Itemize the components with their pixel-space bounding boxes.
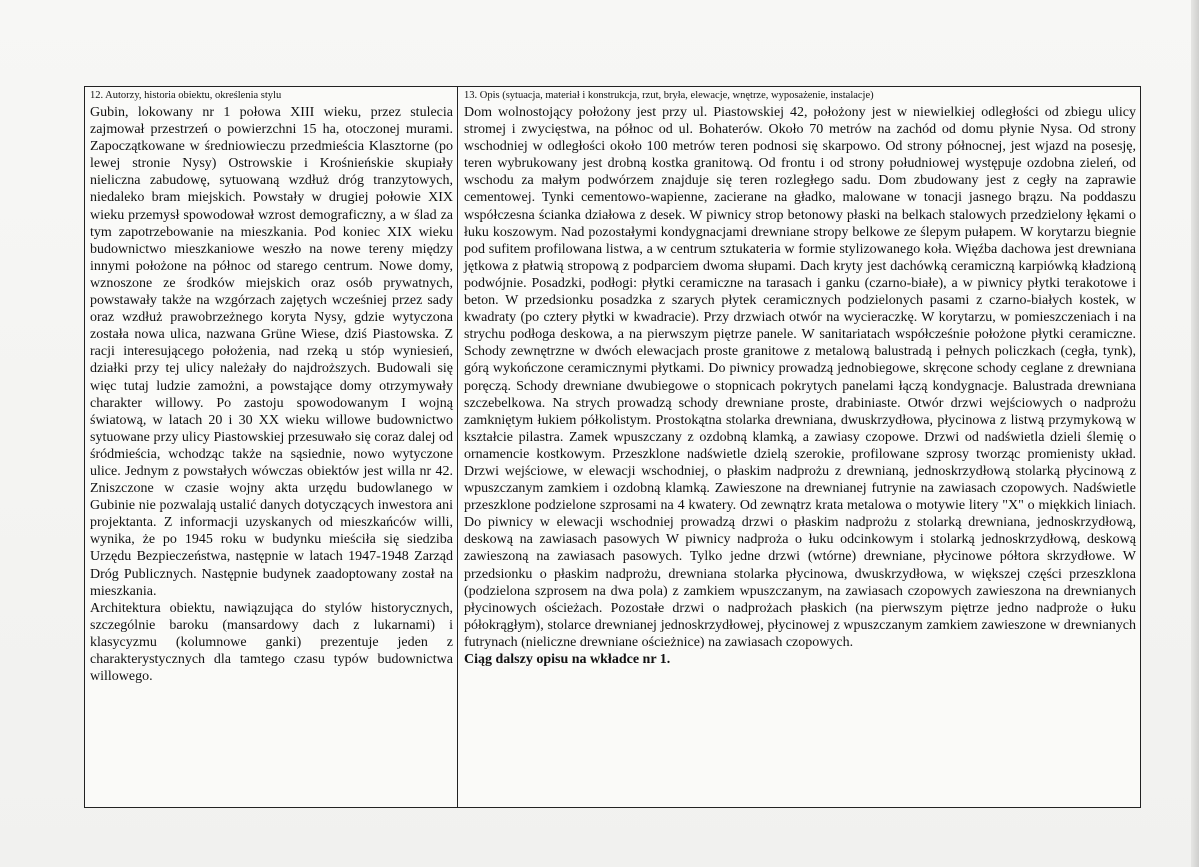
architecture-paragraph: Architektura obiektu, nawiązująca do stylów historycznych, szczególnie baroku (mansardowy dach z lukarnami) i klasycyzmu (kolumnowe ganki) prezentuje jeden z charakterystycznych dla tamtego czasu typów budownictwa willowego. [90, 600, 453, 685]
history-column [85, 87, 458, 807]
form-table [84, 86, 1141, 808]
description-paragraph: Dom wolnostojący położony jest przy ul. Piastowskiej 42, położony jest w niewielkiej odległości od zbiegu ulicy stromej i zwycięstwa, na północ od ul. Bohaterów. Około 70 metrów na zachód od domu płynie Nysa. Od strony wschodniej w odległości około 100 metrów teren podnosi się skarpowo. Od strony północnej, jest wjazd na posesję, teren wybrukowany jest drobną kostka granitową. Od frontu i od strony południowej występuje ozdobna zieleń, od wschodu za małym podwórzem znajduje się teren rozległego sadu. Dom zbudowany jest z cegły na zaprawie cementowej. Tynki cementowo-wapienne, zacierane na gładko, malowane w tonacji jasnego brązu. Na poddaszu współczesna ścianka działowa z desek. W piwnicy strop betonowy płaski na belkach stalowych przedzielony łękami o łuku koszowym. Nad pozostałymi kondygnacjami drewniane stropy belkowe ze ślepym pułapem. W korytarzu biegnie pod sufitem profilowana listwa, a w centrum sztukateria w formie stylizowanego koła. Więźba dachowa jest drewniana jętkowa z płatwią stropową z podparciem dwoma słupami. Dach kryty jest dachówką ceramiczną karpiówką kładzioną podwójnie. Posadzki, podłogi: płytki ceramiczne na tarasach i ganku (czarno-białe), a w piwnicy płytki terakotowe i beton. W przedsionku posadzka z szarych płytek ceramicznych podzielonych pasami z czarno-białych kostek, w kwadraty (po cztery płytki w kwadracie). Przy drzwiach otwór na wycieraczkę. W korytarzu, w pomieszczeniach i na strychu podłoga deskowa, a na pierwszym piętrze panele. W sanitariatach współcześnie położone płytki ceramiczne. Schody zewnętrzne w dwóch elewacjach proste granitowe z metalową balustradą i pełnych policzkach (cegła, tynk), górą wykończone ceramicznymi płytkami. Do piwnicy prowadzą jednobiegowe, skręcone schody ceglane z drewniana poręczą. Schody drewniane dwubiegowe o stopnicach pokrytych panelami łączą kondygnacje. Balustrada drewniana szczebelkowa. Na strych prowadzą schody drewniane proste, drabiniaste. Otwór drzwi wejściowych o nadprożu zamkniętym łukiem półkolistym. Prostokątna stolarka drewniana, dwuskrzydłowa, płycinowa z listwą przymykową w kształcie pilastra. Zamek wpuszczany z ozdobną klamką, a zawiasy czopowe. Drzwi od nadświetla dzieli ślemię o ornamencie kostkowym. Przeszklone nadświetle dzielą szerokie, profilowane szprosy tworząc promienisty układ. Drzwi wejściowe, w elewacji wschodniej, o płaskim nadprożu z drewnianą, jednoskrzydłową stolarką płycinową z wpuszczanym zamkiem i ozdobną klamką. Zawieszone na drewnianej futrynie na zawiasach czopowych. Nadświetle przeszklone podzielone szprosami na 4 kwatery. Od zewnątrz krata metalowa o motywie litery "X" o miękkich liniach. Do piwnicy w elewacji wschodniej prowadzą drzwi o płaskim nadprożu z stolarką drewniana, jednoskrzydłową, deskową na zawiasach pasowych W piwnicy nadproża o łuku odcinkowym i stolarką jednoskrzydłową, deskową zawieszoną na zawiasach pasowych. Tylko jedne drzwi (wtórne) drewniane, płycinowe półtora skrzydłowe. W przedsionku o płaskim nadprożu, drewniana stolarka płycinowa, dwuskrzydłowa, w większej części przeszklona (podzielona szprosem na dwa pola) z zamkiem wpuszczanym, na zawiasach czopowych zawieszona na drewnianych płycinowych ościeżach. Pozostałe drzwi o nadprożach płaskich (na pierwszym piętrze jedno nadproże o łuku półokrągłym), stolarce drewnianej jednoskrzydłowej, płycinowej z wpuszczanym zamkiem zawieszone w drewnianych futrynach (nieliczne drewniane ościeżnice) na zawiasach czopowych. [464, 105, 1136, 650]
description-column [458, 87, 1140, 807]
history-section-label: 12. Autorzy, historia obiektu, określenia stylu [90, 90, 282, 101]
page-edge [1191, 0, 1199, 867]
description-section-label: 13. Opis (sytuacja, materiał i konstrukcja, rzut, bryła, elewacje, wnętrze, wyposażenie, instalacje) [464, 90, 874, 101]
history-paragraph: Gubin, lokowany nr 1 połowa XIII wieku, przez stulecia zajmował przestrzeń o powierzchni 15 ha, otoczonej murami. Zapoczątkowane w średniowieczu przedmieścia Klasztorne (po lewej stronie Nysy) Ostrowskie i Krośnieńskie skupiały nieliczna zabudowę, sytuowaną wzdłuż dróg tranzytowych, niedaleko bram miejskich. Powstały w drugiej połowie XIX wieku przemysł spowodował wzrost demograficzny, a w ślad za tym zapotrzebowanie na mieszkania. Pod koniec XIX wieku budownictwo mieszkaniowe weszło na nowe tereny między innymi położone na północ od starego centrum. Nowe domy, wznoszone ze środków miejskich oraz osób prywatnych, powstawały także na wzgórzach zajętych wcześniej przez sady oraz wzdłuż prawobrzeżnego koryta Nysy, gdzie wytyczona została nowa ulica, nazwana Grüne Wiese, dziś Piastowska. Z racji interesującego położenia, nad rzeką u stóp wyniesień, działki przy tej ulicy należały do najdroższych. Budowali się więc tutaj ludzie zamożni, a powstające domy otrzymywały charakter willowy. Po zastoju spowodowanym I wojną światową, w latach 20 i 30 XX wieku willowe budownictwo sytuowane przy ulicy Piastowskiej przesuwało się coraz dalej od śródmieścia, wchodząc także na sąsiednie, nowo wytyczone ulice. Jednym z powstałych wówczas obiektów jest willa nr 42. Zniszczone w czasie wojny akta urzędu budowlanego w Gubinie nie pozwalają ustalić danych dotyczących inwestora ani projektanta. Z informacji uzyskanych od mieszkańców willi, wynika, że po 1945 roku w budynku mieściła się siedziba Urzędu Bezpieczeństwa, następnie w latach 1947-1948 Zarząd Dróg Publicznych. Następnie budynek zaadoptowany został na mieszkania. [90, 105, 453, 599]
continuation-note: Ciąg dalszy opisu na wkładce nr 1. [464, 652, 671, 667]
